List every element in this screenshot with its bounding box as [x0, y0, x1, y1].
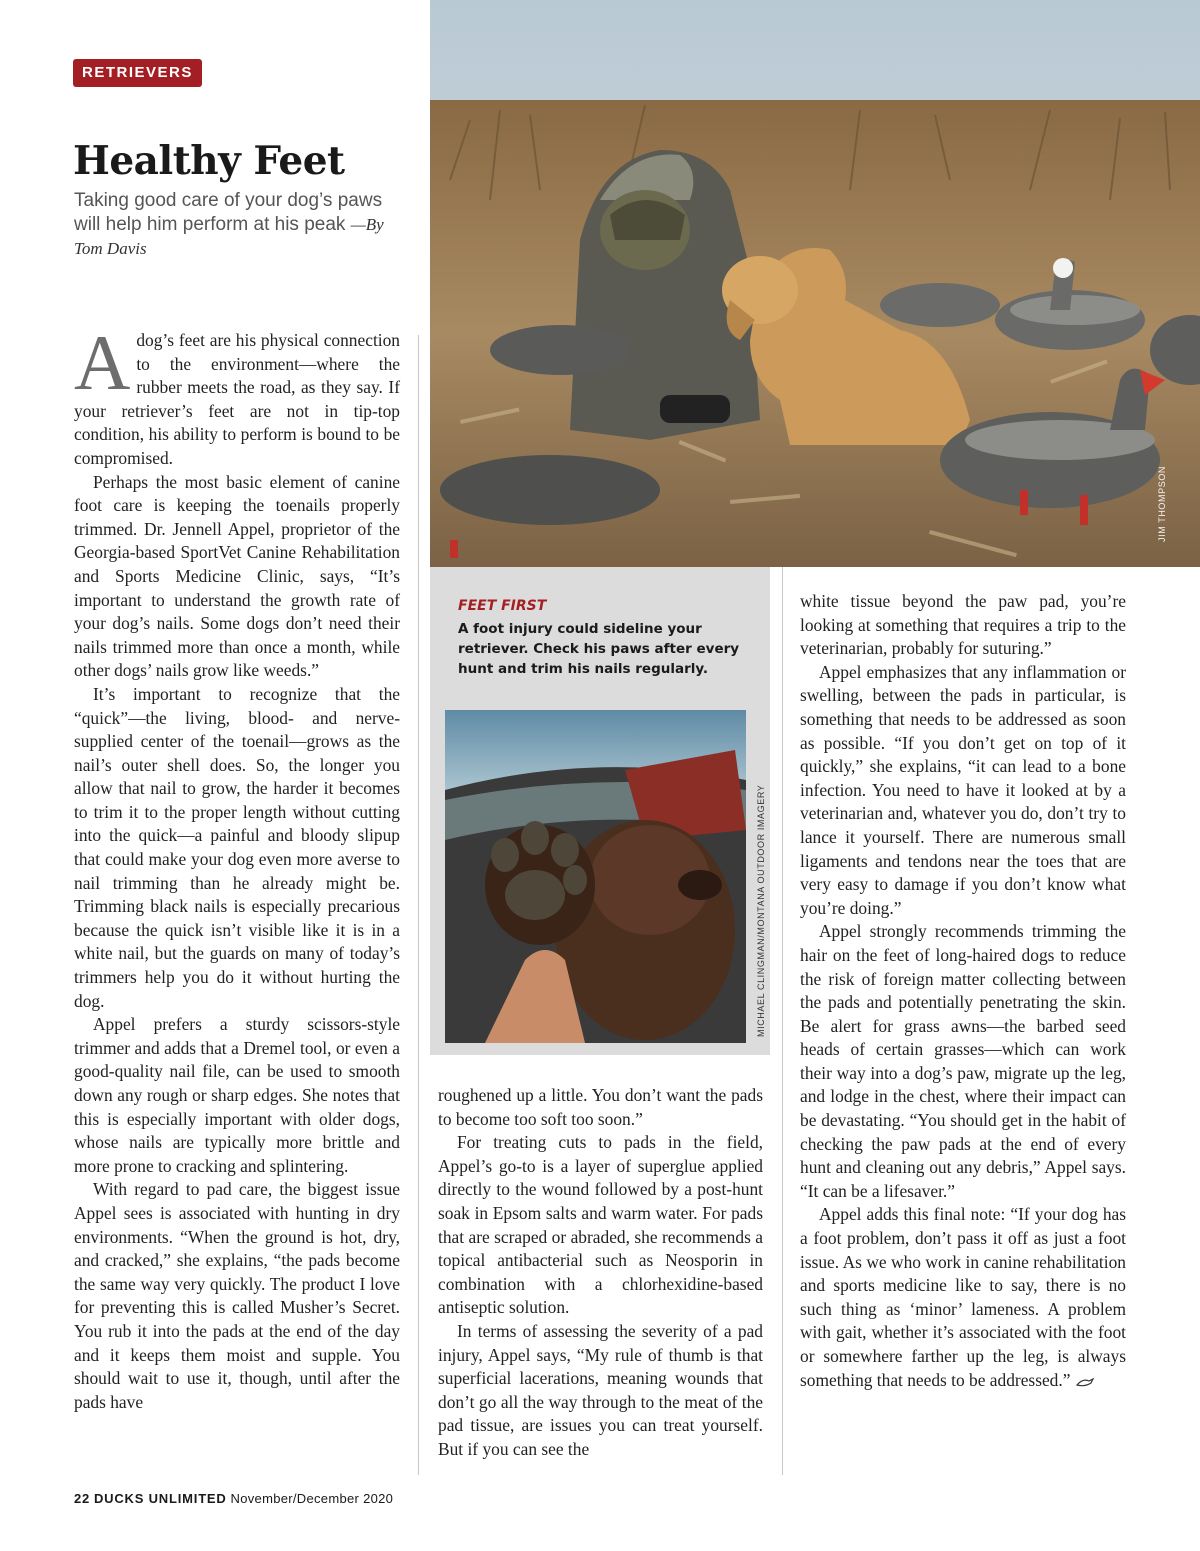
drop-cap: A	[74, 319, 131, 406]
paragraph: With regard to pad care, the biggest issue Appel sees is associated with hunting in dry environments. “When the ground is hot, dry, and cracked,” she explains, “the pads become the same way very quickly. The product I love for preventing this is called Musher’s Secret. You rub it into the pads at the end of the day and it keeps them moist and supple. You should wait to use it, though, until after the pads have	[74, 1179, 400, 1412]
hero-photo-credit: JIM THOMPSON	[1157, 465, 1167, 542]
byline: —By Tom Davis	[74, 215, 384, 258]
sidebar-box	[430, 567, 770, 1055]
paragraph: Appel emphasizes that any inflammation or swelling, between the pads in particular, is something that needs to be addressed as soon as possible. “If you don’t get on top of it quickly,” she explains, “it can lead to a bone infection. You need to have it looked at by a veterinarian and, whatever you do, don’t try to lance it yourself. There are numerous small ligaments and tendons near the toes that are very easy to damage if you don’t know what you’re doing.”	[800, 661, 1126, 918]
page-footer	[74, 1491, 393, 1506]
paragraph: Perhaps the most basic element of canine foot care is keeping the toenails properly trimmed. Dr. Jennell Appel, proprietor of the Georgia-based SportVet Canine Rehabilitation and Sports Medicine Clinic, says, “It’s important to understand the growth rate of your dog’s nails. Some dogs don’t need their nails trimmed more than once a month, while other dogs’ nails grow like weeds.”	[74, 471, 400, 681]
article-dek	[74, 189, 404, 261]
paragraph: white tissue beyond the paw pad, you’re looking at something that requires a trip to the veterinarian, probably for suturing.”	[800, 591, 1126, 659]
page-number: 22	[74, 1491, 91, 1506]
column-rule	[418, 335, 419, 1475]
paragraph: For treating cuts to pads in the field, Appel’s go-to is a layer of superglue applied directly to the wound followed by a post-hunt soak in Epsom salts and warm water. For pads that are scraped or abraded, she recommends a topical antibacterial such as Neosporin in combination with a chlorhexidine-based antiseptic solution.	[438, 1132, 763, 1318]
article-title: Healthy Feet	[73, 138, 345, 184]
end-mark-duck-icon	[1075, 1376, 1095, 1388]
dek-text: Taking good care of your dog’s paws will help him perform at his peak	[74, 190, 383, 235]
column-1	[74, 319, 400, 1414]
sidebar-kicker: FEET FIRST	[458, 598, 547, 614]
paragraph: Appel prefers a sturdy scissors-style trimmer and adds that a Dremel tool, or even a good-quality nail file, can be used to smooth down any rough or sharp edges. She notes that this is especially important with older dogs, whose nails are typically more brittle and more prone to cracking and splintering.	[74, 1014, 400, 1176]
hunter-dog-decoys-image	[430, 0, 1200, 567]
column-2	[438, 1084, 763, 1462]
paragraph: It’s important to recognize that the “quick”—the living, blood- and nerve-supplied center of the toenail—grows as the nail’s outer shell does. So, the longer you allow that nail to grow, the harder it becomes to trim it to the proper length without cutting into the quick—a painful and bloody slipup that could make your dog even more averse to nail trimming than he already might be. Trimming black nails is especially precarious because the quick isn’t visible like it is in a white nail, but the guards on many of today’s trimmers help you do it without hurting the dog.	[74, 683, 400, 1011]
column-3	[800, 590, 1126, 1392]
paragraph: Adog’s feet are his physical connection to the environment—where the rubber meets the road, as they say. If your retriever’s feet are not in tip-top condition, his ability to perform is bound to be compromised.	[74, 319, 400, 468]
sidebar-text: A foot injury could sideline your retriever. Check his paws after every hunt and trim his nails regularly.	[458, 621, 740, 677]
section-tag: RETRIEVERS	[73, 59, 202, 87]
paragraph: Appel strongly recommends trimming the hair on the feet of long-haired dogs to reduce the risk of foreign matter collecting between the pads and potentially penetrating the skin. Be alert for grass awns—the barbed seed heads of certain grasses—which can work their way into a dog’s paw, migrate up the leg, and lodge in the chest, where their impact can be devastating. “You should get in the habit of checking the paw pads at the end of every hunt and cleaning out any debris,” Appel says. “It can be a lifesaver.”	[800, 921, 1126, 1201]
paragraph: In terms of assessing the severity of a pad injury, Appel says, “My rule of thumb is that superficial lacerations, meaning wounds that don’t go all the way through to the meat of the pad tissue, are issues you can treat yourself. But if you can see the	[438, 1320, 763, 1459]
paragraph: roughened up a little. You don’t want the pads to become too soft too soon.”	[438, 1085, 763, 1129]
inset-photo	[445, 710, 746, 1043]
magazine-name: DUCKS UNLIMITED	[93, 1491, 227, 1506]
column-rule	[782, 567, 783, 1475]
hero-photo	[430, 0, 1200, 567]
inset-photo-credit: MICHAEL CLINGMAN/MONTANA OUTDOOR IMAGERY	[756, 784, 766, 1037]
paragraph: Appel adds this final note: “If your dog has a foot problem, don’t pass it off as just a foot issue. As we who work in canine rehabilitation and sports medicine like to say, there is no such thing as ‘minor’ lameness. A problem with gait, whether it’s associated with the foot or somewhere farther up the leg, is always something that needs to be addressed.”	[800, 1204, 1126, 1390]
dog-paw-image	[445, 710, 746, 1043]
issue-date: November/December 2020	[230, 1491, 394, 1506]
